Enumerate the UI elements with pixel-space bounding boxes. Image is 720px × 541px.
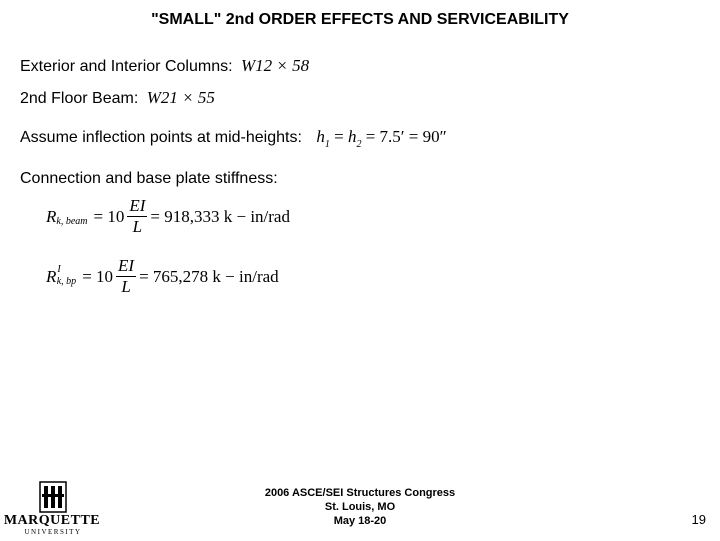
eq2-superscript: I bbox=[57, 264, 61, 275]
eq1-symbol: R bbox=[46, 206, 57, 226]
columns-section: W12 × 58 bbox=[240, 56, 310, 75]
beam-section: W21 × 55 bbox=[146, 88, 215, 107]
logo-wordmark: MARQUETTE bbox=[3, 513, 101, 528]
beam-row bbox=[20, 88, 215, 108]
eq2-fraction: $\frac{EI}{L}$ bbox=[118, 256, 135, 296]
columns-label: Exterior and Interior Columns: bbox=[20, 58, 233, 75]
footer-line-3: May 18-20 bbox=[333, 515, 387, 527]
footer bbox=[230, 486, 490, 528]
eq1-fraction: $\frac{EI}{L}$ bbox=[129, 196, 146, 236]
page-number: 19 bbox=[691, 512, 706, 527]
inflection-equation: $h_1 = h_2 = 7.5' = 90''$ bbox=[316, 127, 447, 150]
eq2-symbol: R bbox=[46, 266, 57, 286]
beam-label: 2nd Floor Beam: bbox=[20, 90, 139, 107]
slide-title: "SMALL" 2nd ORDER EFFECTS AND SERVICEABILITY bbox=[151, 11, 569, 28]
inflection-row bbox=[20, 127, 447, 150]
eq2-subscript: k, bp bbox=[56, 276, 77, 287]
footer-line-2: St. Louis, MO bbox=[324, 501, 396, 513]
eq2-coef: = 10 bbox=[82, 266, 114, 286]
eq1-subscript: k, beam bbox=[56, 216, 88, 227]
baseplate-stiffness-equation bbox=[46, 256, 279, 297]
inflection-label: Assume inflection points at mid-heights: bbox=[20, 129, 302, 146]
logo-subtitle: UNIVERSITY bbox=[24, 528, 82, 536]
eq1-coef: = 10 bbox=[93, 206, 125, 226]
eq2-result: = 765,278 k − in/rad bbox=[139, 266, 279, 286]
connection-label: Connection and base plate stiffness: bbox=[20, 170, 278, 187]
eq1-result: = 918,333 k − in/rad bbox=[150, 206, 290, 226]
columns-row bbox=[20, 56, 309, 76]
beam-stiffness-equation bbox=[46, 196, 290, 237]
footer-line-1: 2006 ASCE/SEI Structures Congress bbox=[264, 487, 456, 499]
marquette-logo bbox=[3, 480, 101, 536]
